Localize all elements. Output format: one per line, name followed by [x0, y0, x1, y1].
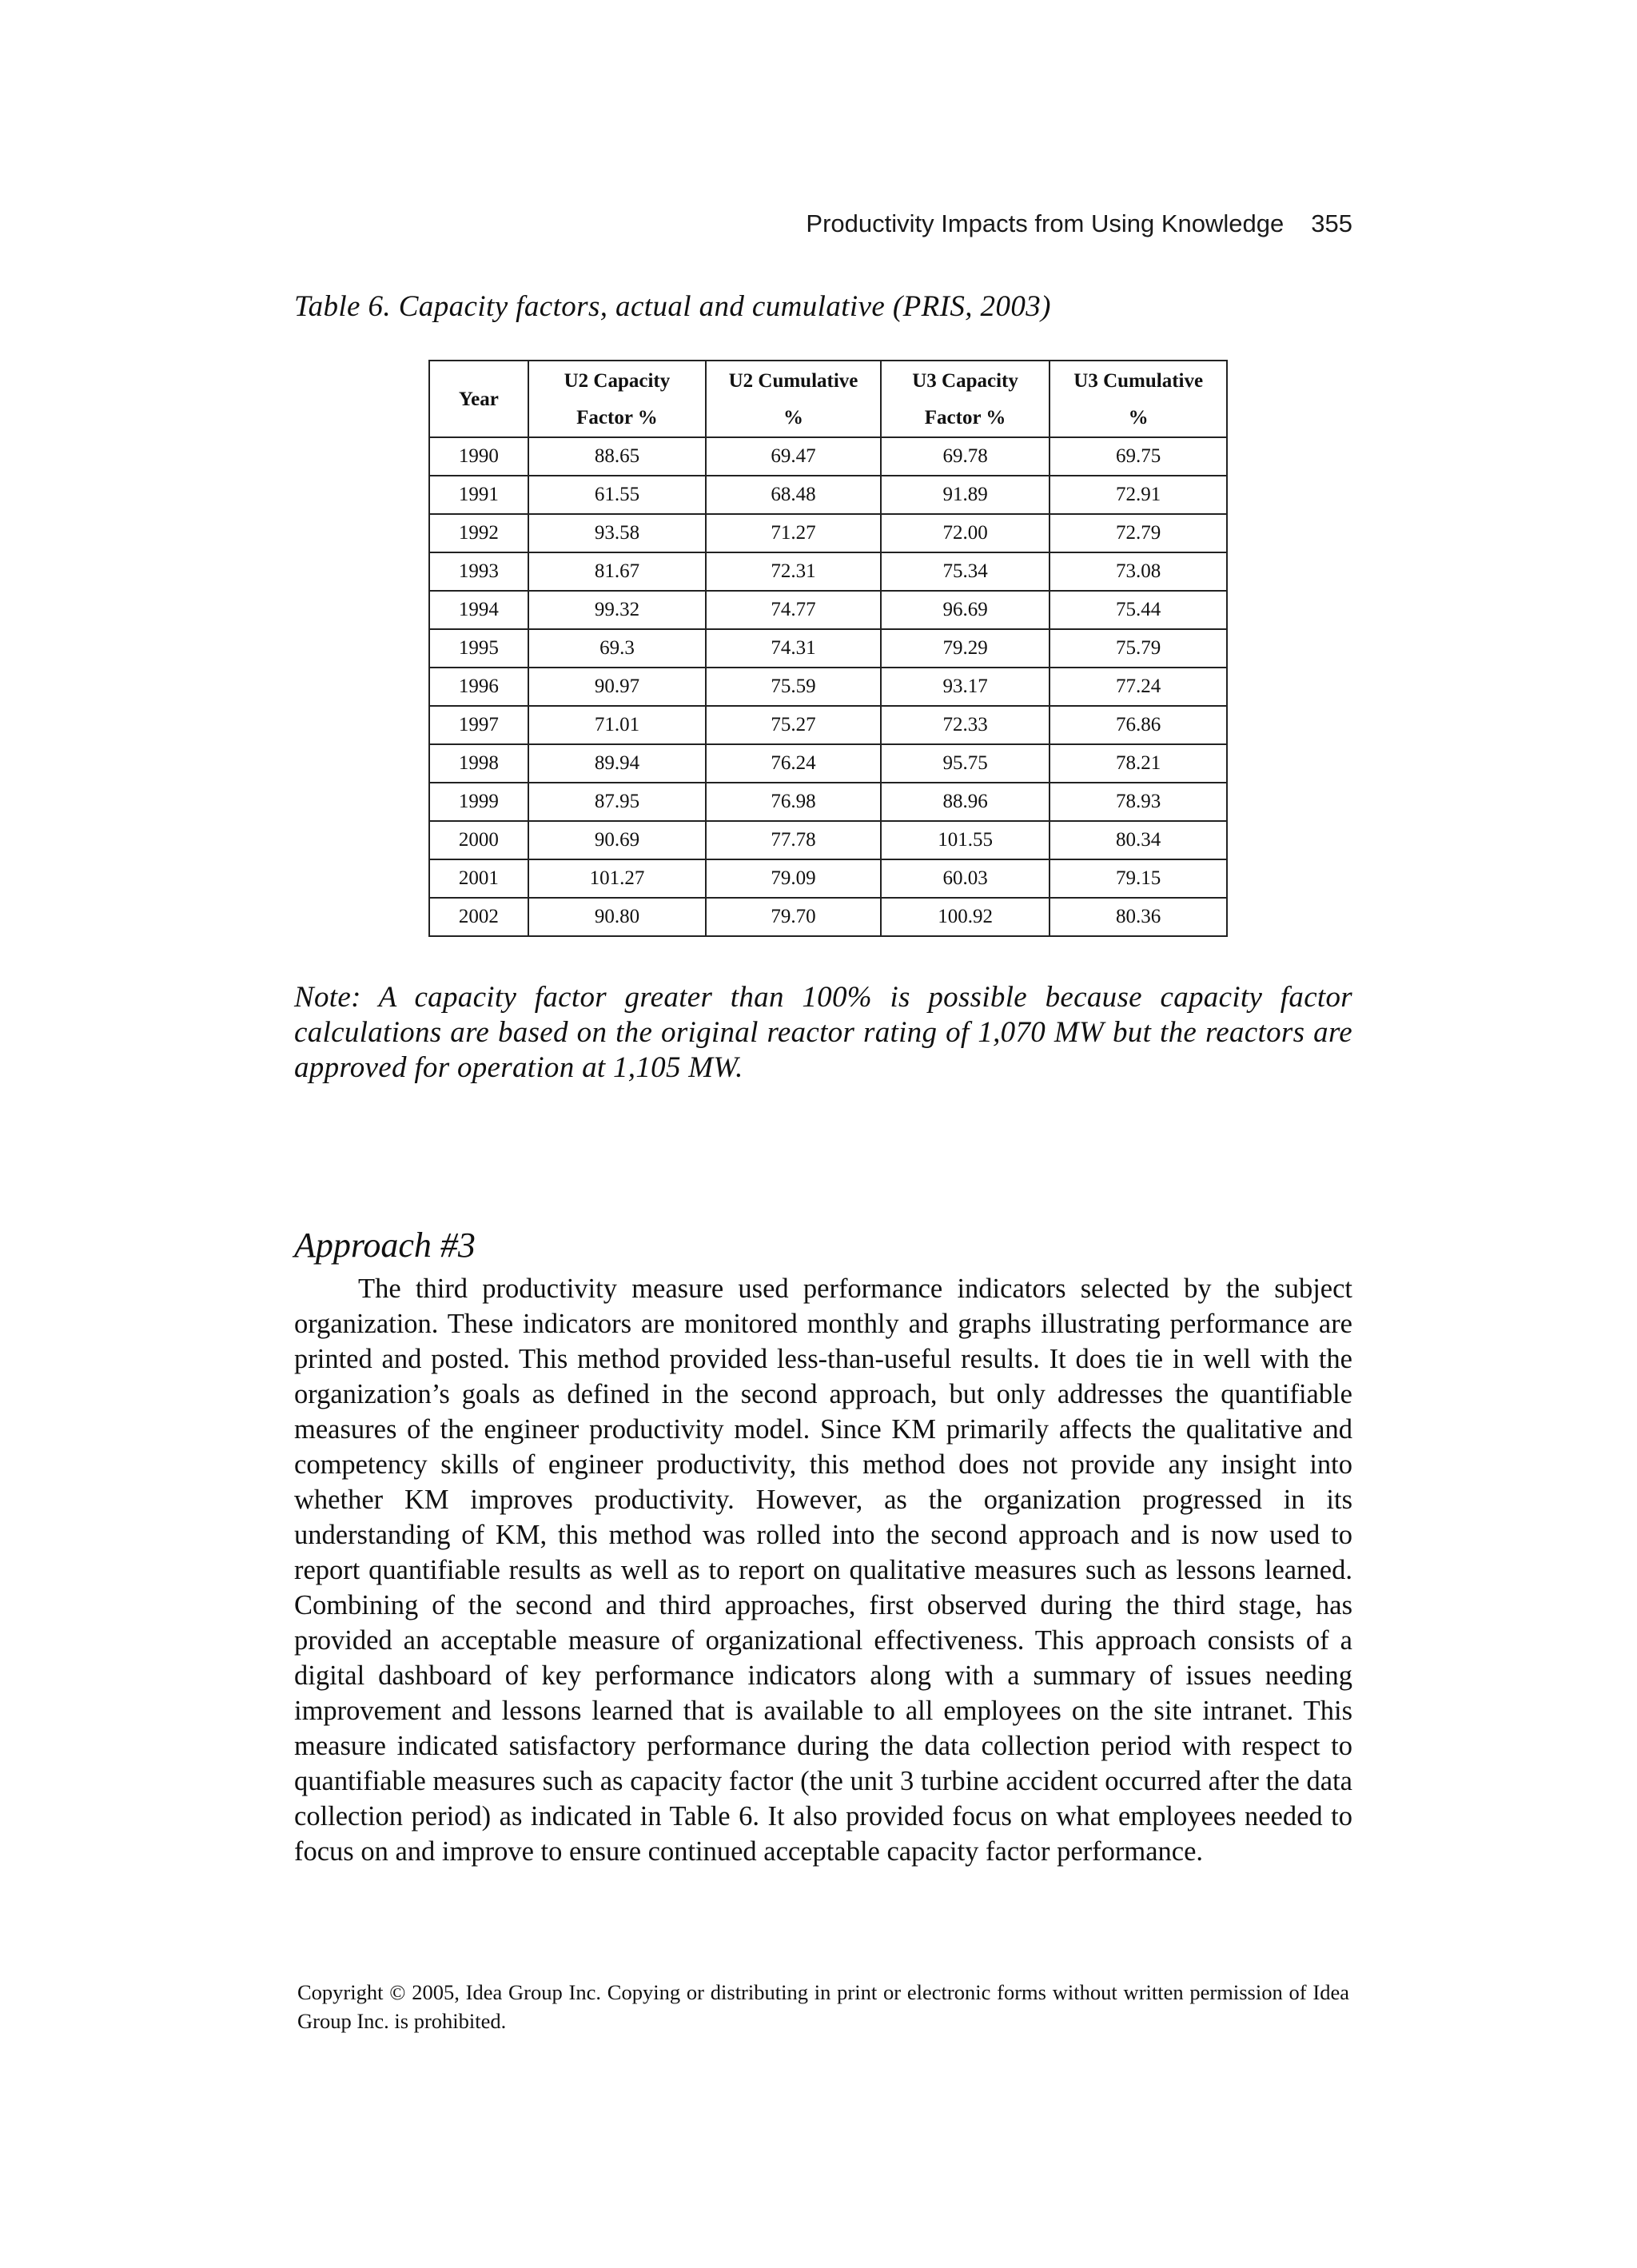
table-cell: 68.48 [706, 476, 881, 514]
table-cell: 2001 [429, 859, 528, 898]
table-cell: 1990 [429, 437, 528, 476]
table-row [429, 898, 1227, 936]
table-cell: 76.24 [706, 744, 881, 783]
table-cell: 99.32 [528, 591, 706, 629]
table-cell: 72.00 [881, 514, 1050, 552]
header-u3-cumulative: U3 Cumulative % [1050, 361, 1227, 437]
capacity-factor-table [428, 360, 1228, 937]
table-cell: 73.08 [1050, 552, 1227, 591]
table-cell: 1993 [429, 552, 528, 591]
table-cell: 71.01 [528, 706, 706, 744]
table-row [429, 476, 1227, 514]
table-cell: 71.27 [706, 514, 881, 552]
table-row [429, 706, 1227, 744]
table-cell: 91.89 [881, 476, 1050, 514]
table-cell: 90.97 [528, 668, 706, 706]
table-cell: 75.44 [1050, 591, 1227, 629]
table-cell: 78.21 [1050, 744, 1227, 783]
table-cell: 79.09 [706, 859, 881, 898]
table-cell: 74.77 [706, 591, 881, 629]
table-header-row [429, 361, 1227, 437]
table-row [429, 821, 1227, 859]
table-row [429, 668, 1227, 706]
table-note: Note: A capacity factor greater than 100% is possible because capacity factor calculations are based on the original reactor rating of 1,070 MW but the reactors are approved for operation at 1,105 MW. [294, 981, 1352, 1084]
copyright-notice: Copyright © 2005, Idea Group Inc. Copying or distributing in print or electronic forms without written permission of Idea Group Inc. is prohibited. [297, 1980, 1349, 2033]
table-cell: 79.15 [1050, 859, 1227, 898]
table-row [429, 744, 1227, 783]
table-cell: 90.80 [528, 898, 706, 936]
table-cell: 1991 [429, 476, 528, 514]
table-cell: 87.95 [528, 783, 706, 821]
table-cell: 60.03 [881, 859, 1050, 898]
table-cell: 72.33 [881, 706, 1050, 744]
page-number: 355 [1311, 209, 1352, 237]
table-cell: 69.78 [881, 437, 1050, 476]
table-cell: 89.94 [528, 744, 706, 783]
table-cell: 75.59 [706, 668, 881, 706]
table-cell: 72.79 [1050, 514, 1227, 552]
table-row [429, 783, 1227, 821]
table-cell: 75.27 [706, 706, 881, 744]
table-cell: 69.3 [528, 629, 706, 668]
table-cell: 81.67 [528, 552, 706, 591]
table-cell: 1994 [429, 591, 528, 629]
table-cell: 80.36 [1050, 898, 1227, 936]
table-cell: 77.24 [1050, 668, 1227, 706]
table-cell: 88.96 [881, 783, 1050, 821]
header-u2-capacity: U2 Capacity Factor % [528, 361, 706, 437]
table-cell: 61.55 [528, 476, 706, 514]
table-cell: 2002 [429, 898, 528, 936]
table-cell: 96.69 [881, 591, 1050, 629]
table-cell: 101.55 [881, 821, 1050, 859]
table-caption: Table 6. Capacity factors, actual and cumulative (PRIS, 2003) [294, 290, 1051, 323]
table-cell: 90.69 [528, 821, 706, 859]
table-cell: 95.75 [881, 744, 1050, 783]
table-cell: 72.91 [1050, 476, 1227, 514]
table-cell: 78.93 [1050, 783, 1227, 821]
table-cell: 1992 [429, 514, 528, 552]
table-cell: 1999 [429, 783, 528, 821]
table-cell: 77.78 [706, 821, 881, 859]
header-year: Year [429, 361, 528, 437]
table-cell: 101.27 [528, 859, 706, 898]
section-title: Approach #3 [294, 1226, 476, 1265]
table-cell: 1996 [429, 668, 528, 706]
body-paragraph: The third productivity measure used performance indicators selected by the subject organization. These indicators are monitored monthly and graphs illustrating performance are printed and posted. This method provided less-than-useful results. It does tie in well with the organization’s goals as defined in the second approach, but only addresses the quantifiable measures of the engineer productivity model. Since KM primarily affects the qualitative and competency skills of engineer productivity, this method does not provide any insight into whether KM improves productivity. However, as the organization progressed in its understanding of KM, this method was rolled into the second approach and is now used to report quantifiable results as well as to report on qualitative measures such as lessons learned. Combining of the second and third approaches, first observed during the third stage, has provided an acceptable measure of organizational effectiveness. This approach consists of a digital dashboard of key performance indicators along with a summary of issues needing improvement and lessons learned that is available to all employees on the site intranet. This measure indicated satisfactory performance during the data collection period with respect to quantifiable measures such as capacity factor (the unit 3 turbine accident occurred after the data collection period) as indicated in Table 6. It also provided focus on what employees needed to focus on and improve to ensure continued acceptable capacity factor performance. [294, 1274, 1352, 1867]
table-cell: 1995 [429, 629, 528, 668]
table-cell: 93.58 [528, 514, 706, 552]
table-row [429, 437, 1227, 476]
running-head [294, 209, 1352, 238]
table-cell: 69.75 [1050, 437, 1227, 476]
table-cell: 76.98 [706, 783, 881, 821]
header-u2-cumulative: U2 Cumulative % [706, 361, 881, 437]
table-cell: 79.70 [706, 898, 881, 936]
table-cell: 88.65 [528, 437, 706, 476]
table-cell: 100.92 [881, 898, 1050, 936]
table-row [429, 552, 1227, 591]
table-cell: 2000 [429, 821, 528, 859]
table-cell: 79.29 [881, 629, 1050, 668]
table-row [429, 859, 1227, 898]
running-head-title: Productivity Impacts from Using Knowledge [806, 209, 1285, 237]
table-cell: 93.17 [881, 668, 1050, 706]
table-row [429, 629, 1227, 668]
table-cell: 74.31 [706, 629, 881, 668]
table-row [429, 591, 1227, 629]
table-cell: 75.34 [881, 552, 1050, 591]
table-row [429, 514, 1227, 552]
table-cell: 76.86 [1050, 706, 1227, 744]
table-cell: 1997 [429, 706, 528, 744]
table-cell: 80.34 [1050, 821, 1227, 859]
table-cell: 75.79 [1050, 629, 1227, 668]
table-cell: 72.31 [706, 552, 881, 591]
header-u3-capacity: U3 Capacity Factor % [881, 361, 1050, 437]
table-cell: 1998 [429, 744, 528, 783]
table-cell: 69.47 [706, 437, 881, 476]
